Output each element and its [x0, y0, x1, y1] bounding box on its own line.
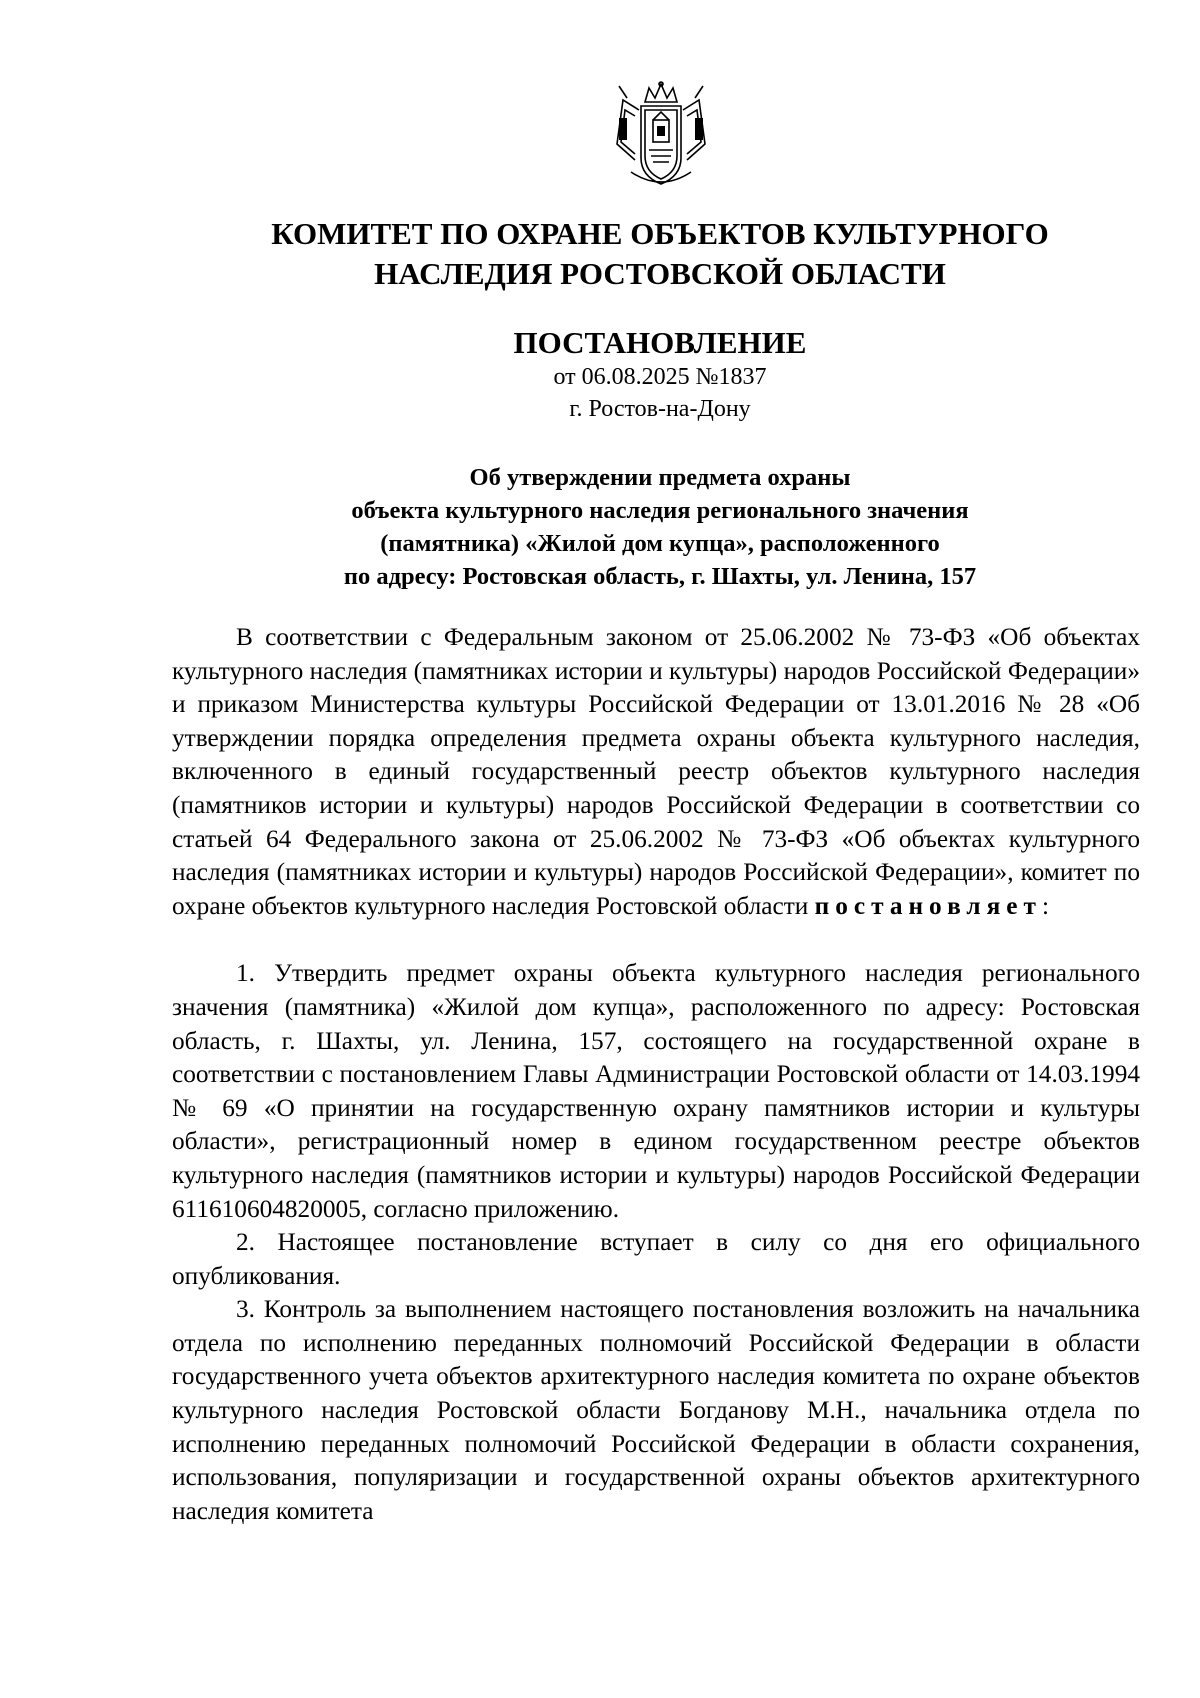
org-line-2: НАСЛЕДИЯ РОСТОВСКОЙ ОБЛАСТИ — [374, 256, 946, 291]
city: г. Ростов-на-Дону — [569, 396, 751, 422]
paragraph-gap — [172, 923, 1140, 957]
document-meta — [150, 361, 1170, 425]
item-paragraph-3: 3. Контроль за выполнением настоящего постановления возложить на начальника отдела по исполнению переданных полномочий Российской Федерации в области государственного учета объектов архитектурного наследия комитета по охране объектов культурного наследия Ростовской области Богданову М.Н., начальника отдела по исполнению переданных полномочий Российской Федерации в области сохранения, использования, популяризации и государственной охраны объектов архитектурного наследия комитета — [172, 1295, 1140, 1525]
subject-line-1: Об утверждении предмета охраны — [469, 464, 851, 491]
item-paragraph-1: 1. Утвердить предмет охраны объекта культурного наследия регионального значения (памятника) «Жилой дом купца», расположенного по адресу: Ростовская область, г. Шахты, ул. Ленина, 157, состоящего на государственной охране в соответствии с постановлением Главы Администрации Ростовской области от 14.03.1994 № 69 «О принятии на государственную охрану памятников истории и культуры области», регистрационный номер в едином государственном реестре объектов культурного наследия (памятников истории и культуры) народов Российской Федерации 611610604820005, согласно приложению. — [172, 959, 1140, 1223]
subject-line-4: по адресу: Ростовская область, г. Шахты, ул. Ленина, 157 — [343, 563, 977, 590]
item-paragraph-2: 2. Настоящее постановление вступает в силу со дня его официального опубликования. — [172, 1228, 1140, 1290]
subject-line-3: (памятника) «Жилой дом купца», расположенного — [380, 530, 940, 557]
document-subject — [150, 461, 1170, 593]
decree-word: постановляет — [814, 891, 1042, 920]
date-number: от 06.08.2025 №1837 — [553, 364, 767, 390]
organization-name — [150, 214, 1170, 294]
preamble-text: В соответствии с Федеральным законом от 25.06.2002 № 73-ФЗ «Об объектах культурного наследия (памятниках истории и культуры) народов Российской Федерации» и приказом Министерства культуры Российской Федерации от 13.01.2016 № 28 «Об утверждении порядка определения предмета охраны объекта культурного наследия, включенного в единый государственный реестр объектов культурного наследия (памятников истории и культуры) народов Российской Федерации в соответствии со статьей 64 Федерального закона от 25.06.2002 № 73-ФЗ «Об объектах культурного наследия (памятниках истории и культуры) народов Российской Федерации», комитет по охране объектов культурного наследия Ростовской области — [172, 623, 1140, 920]
document-body — [172, 621, 1140, 1528]
rostov-oblast-coat-of-arms-icon — [605, 80, 717, 192]
document-type: ПОСТАНОВЛЕНИЕ — [513, 325, 807, 360]
preamble-paragraph — [172, 621, 1140, 923]
subject-line-2: объекта культурного наследия регионального значения — [351, 497, 969, 524]
org-line-1: КОМИТЕТ ПО ОХРАНЕ ОБЪЕКТОВ КУЛЬТУРНОГО — [271, 216, 1049, 251]
preamble-colon: : — [1041, 891, 1049, 920]
